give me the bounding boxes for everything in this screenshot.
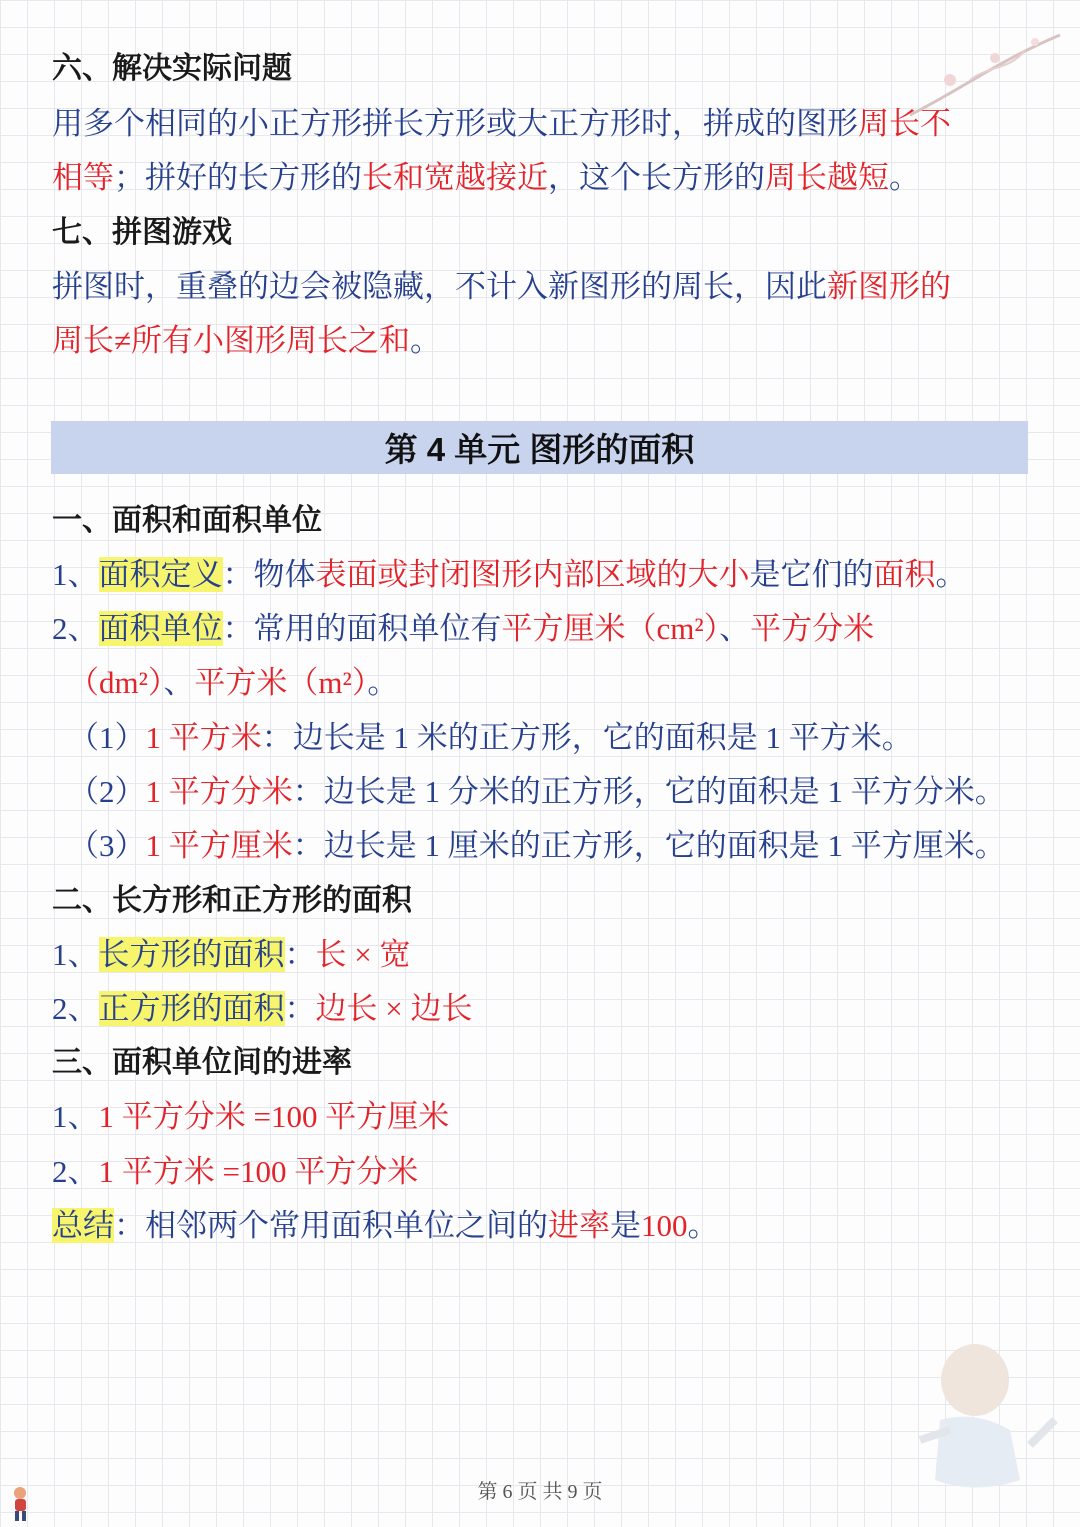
red-text: 1 平方米 =100 平方分米	[98, 1154, 419, 1189]
highlight-label: 长方形的面积	[98, 937, 285, 972]
text: ：边长是 1 厘米的正方形，它的面积是 1 平方厘米。	[292, 828, 1006, 863]
item-number: 1、	[52, 557, 99, 592]
text: 是它们的	[749, 557, 874, 592]
unit-item	[68, 772, 1006, 812]
highlight-label: 总结	[52, 1208, 114, 1243]
unit-item	[68, 718, 913, 758]
text: 、	[719, 611, 751, 646]
section-heading-6: 六、解决实际问题	[52, 52, 292, 85]
part-heading-3: 三、面积单位间的进率	[52, 1046, 352, 1079]
item-number: 1、	[52, 937, 99, 972]
highlight-label: 正方形的面积	[98, 991, 285, 1026]
decorative-child-illustration	[880, 1320, 1070, 1500]
red-formula: 长 × 宽	[315, 937, 411, 972]
text: ：物体	[222, 557, 316, 592]
text: ：常用的面积单位有	[222, 611, 502, 646]
unit-title-banner: 第 4 单元 图形的面积	[51, 421, 1028, 474]
red-text: （cm²）	[625, 611, 720, 646]
text: ；拼好的长方形的	[114, 160, 362, 195]
text: 。	[889, 160, 920, 195]
item-number: 2、	[52, 991, 99, 1026]
red-text: 平方分米	[750, 611, 875, 646]
text: ：	[284, 937, 316, 972]
page-footer: 第 6 页 共 9 页	[477, 1481, 603, 1503]
formula-line	[52, 989, 472, 1029]
paragraph-line	[52, 158, 920, 198]
text: 。	[687, 1208, 719, 1243]
red-text: 相等	[52, 160, 114, 195]
paragraph-line	[52, 267, 951, 307]
text: ：	[284, 991, 316, 1026]
item-number: （3）	[68, 828, 146, 863]
text: 、	[163, 665, 195, 700]
red-text: 面积	[873, 557, 936, 592]
red-text: 表面或封闭图形内部区域的大小	[315, 557, 750, 592]
text: ：边长是 1 分米的正方形，它的面积是 1 平方分米。	[292, 774, 1006, 809]
red-text: 长和宽越接近	[362, 160, 548, 195]
text: ：	[114, 1208, 145, 1243]
rate-line	[52, 1097, 449, 1137]
item-number: 1、	[52, 1099, 99, 1134]
text: 拼图时，重叠的边会被隐藏，不计入新图形的周长，因此	[52, 269, 827, 304]
highlight-label: 面积定义	[98, 557, 223, 592]
text: ，这个长方形的	[548, 160, 765, 195]
text: 相邻两个常用面积单位之间的	[145, 1208, 548, 1243]
red-text: 1 平方米	[145, 720, 262, 755]
text: 用多个相同的小正方形拼长方形或大正方形时，拼成的图形	[52, 106, 858, 141]
units-line-cont	[68, 663, 398, 703]
item-number: 2、	[52, 611, 99, 646]
red-formula: 边长 × 边长	[315, 991, 473, 1026]
definition-line	[52, 555, 967, 595]
unit-item	[68, 826, 1006, 866]
section-heading-7: 七、拼图游戏	[52, 216, 232, 249]
part-heading-1: 一、面积和面积单位	[52, 504, 322, 537]
text: 是	[610, 1208, 641, 1243]
red-text: 平方米	[194, 665, 288, 700]
red-text: 新图形的	[827, 269, 951, 304]
item-number: （1）	[68, 720, 146, 755]
red-text: 1 平方分米	[145, 774, 293, 809]
red-text: 进率	[548, 1208, 610, 1243]
red-text: 1 平方厘米	[145, 828, 293, 863]
units-line	[52, 609, 874, 649]
red-text: 平方厘米	[501, 611, 626, 646]
red-text: （m²）	[287, 665, 368, 700]
item-number: （2）	[68, 774, 146, 809]
red-text: （dm²）	[68, 665, 164, 700]
red-text: 周长不	[858, 106, 951, 141]
rate-line	[52, 1152, 418, 1192]
red-text: 周长≠所有小图形周长之和	[52, 323, 411, 358]
red-text: 1 平方分米 =100 平方厘米	[98, 1099, 450, 1134]
summary-line	[52, 1206, 719, 1246]
paragraph-line	[52, 104, 951, 144]
decorative-branch-illustration	[900, 20, 1070, 130]
red-text: 100	[641, 1208, 688, 1243]
text: ：边长是 1 米的正方形，它的面积是 1 平方米。	[261, 720, 913, 755]
text: 。	[367, 665, 399, 700]
part-heading-2: 二、长方形和正方形的面积	[52, 884, 412, 917]
formula-line	[52, 935, 410, 975]
item-number: 2、	[52, 1154, 99, 1189]
text: 。	[935, 557, 967, 592]
paragraph-line	[52, 321, 441, 361]
text: 。	[410, 323, 442, 358]
highlight-label: 面积单位	[98, 611, 223, 646]
red-text: 周长越短	[765, 160, 889, 195]
